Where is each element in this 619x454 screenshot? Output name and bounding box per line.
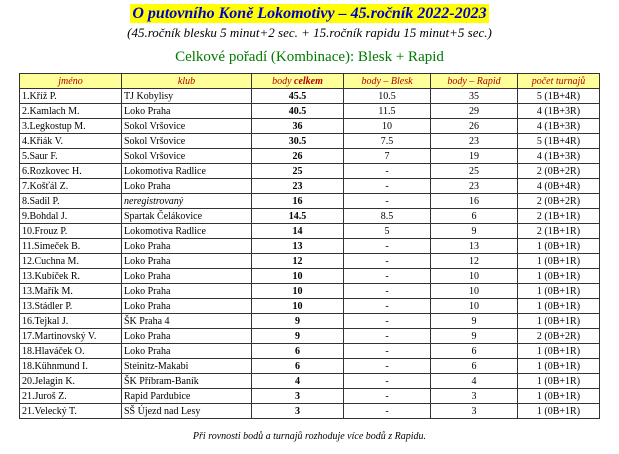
cell-rapid: 6 <box>431 359 518 374</box>
cell-count: 4 (0B+4R) <box>518 179 600 194</box>
cell-name: 18.Hlaváček O. <box>20 344 122 359</box>
cell-blesk: - <box>344 164 431 179</box>
cell-club: Sokol Vršovice <box>122 149 252 164</box>
cell-blesk: - <box>344 269 431 284</box>
cell-rapid: 10 <box>431 269 518 284</box>
table-row <box>20 359 600 374</box>
cell-count: 5 (1B+4R) <box>518 89 600 104</box>
cell-count: 2 (0B+2R) <box>518 329 600 344</box>
cell-blesk: - <box>344 404 431 419</box>
cell-blesk: - <box>344 284 431 299</box>
cell-name: 16.Tejkal J. <box>20 314 122 329</box>
cell-blesk: - <box>344 179 431 194</box>
cell-total: 10 <box>252 269 344 284</box>
cell-blesk: 10.5 <box>344 89 431 104</box>
cell-rapid: 4 <box>431 374 518 389</box>
col-header-count: počet turnajů <box>518 74 600 89</box>
cell-total: 6 <box>252 344 344 359</box>
table-row <box>20 299 600 314</box>
cell-name: 12.Cuchna M. <box>20 254 122 269</box>
table-row <box>20 164 600 179</box>
cell-total: 3 <box>252 389 344 404</box>
cell-total: 9 <box>252 329 344 344</box>
cell-rapid: 6 <box>431 209 518 224</box>
table-row <box>20 329 600 344</box>
cell-count: 1 (0B+1R) <box>518 344 600 359</box>
cell-count: 5 (1B+4R) <box>518 134 600 149</box>
cell-rapid: 25 <box>431 164 518 179</box>
footnote: Při rovnosti bodů a turnajů rozhoduje více bodů z Rapidu. <box>192 431 427 442</box>
cell-rapid: 23 <box>431 134 518 149</box>
cell-blesk: - <box>344 254 431 269</box>
cell-count: 2 (0B+2R) <box>518 194 600 209</box>
cell-count: 1 (0B+1R) <box>518 404 600 419</box>
cell-rapid: 9 <box>431 329 518 344</box>
cell-name: 9.Bohdal J. <box>20 209 122 224</box>
cell-count: 1 (0B+1R) <box>518 269 600 284</box>
cell-club: Spartak Čelákovice <box>122 209 252 224</box>
cell-blesk: - <box>344 359 431 374</box>
cell-club: Loko Praha <box>122 344 252 359</box>
cell-club: Loko Praha <box>122 269 252 284</box>
cell-rapid: 35 <box>431 89 518 104</box>
cell-blesk: - <box>344 299 431 314</box>
cell-name: 13.Kubíček R. <box>20 269 122 284</box>
table-header-row <box>20 74 600 89</box>
section-title: Celkové pořadí (Kombinace): Blesk + Rapid <box>175 49 444 65</box>
cell-name: 17.Martinovský V. <box>20 329 122 344</box>
cell-rapid: 9 <box>431 224 518 239</box>
cell-count: 1 (0B+1R) <box>518 389 600 404</box>
cell-count: 1 (0B+1R) <box>518 254 600 269</box>
cell-name: 13.Stádler P. <box>20 299 122 314</box>
cell-rapid: 19 <box>431 149 518 164</box>
cell-count: 1 (0B+1R) <box>518 374 600 389</box>
cell-total: 10 <box>252 284 344 299</box>
cell-count: 2 (0B+2R) <box>518 164 600 179</box>
cell-name: 11.Simeček B. <box>20 239 122 254</box>
table-row <box>20 194 600 209</box>
cell-rapid: 13 <box>431 239 518 254</box>
cell-rapid: 6 <box>431 344 518 359</box>
cell-club: TJ Kobylisy <box>122 89 252 104</box>
cell-total: 45.5 <box>252 89 344 104</box>
cell-rapid: 10 <box>431 284 518 299</box>
cell-total: 36 <box>252 119 344 134</box>
table-row <box>20 149 600 164</box>
table-row <box>20 269 600 284</box>
cell-rapid: 12 <box>431 254 518 269</box>
table-row <box>20 284 600 299</box>
cell-total: 3 <box>252 404 344 419</box>
col-header-rapid: body – Rapid <box>431 74 518 89</box>
cell-blesk: - <box>344 389 431 404</box>
cell-total: 25 <box>252 164 344 179</box>
cell-blesk: 11.5 <box>344 104 431 119</box>
cell-count: 1 (0B+1R) <box>518 299 600 314</box>
cell-count: 1 (0B+1R) <box>518 314 600 329</box>
col-header-total-prefix: body <box>272 75 295 87</box>
cell-name: 18.Kühnmund I. <box>20 359 122 374</box>
cell-rapid: 29 <box>431 104 518 119</box>
page-title: O putovního Koně Lokomotivy – 45.ročník 2022-2023 <box>132 5 487 22</box>
table-row <box>20 209 600 224</box>
table-row <box>20 89 600 104</box>
cell-total: 12 <box>252 254 344 269</box>
cell-name: 8.Sadil P. <box>20 194 122 209</box>
table-row <box>20 134 600 149</box>
table-body <box>20 89 600 419</box>
cell-blesk: 7.5 <box>344 134 431 149</box>
cell-blesk: - <box>344 239 431 254</box>
cell-name: 1.Kříž P. <box>20 89 122 104</box>
cell-count: 4 (1B+3R) <box>518 149 600 164</box>
cell-total: 13 <box>252 239 344 254</box>
table-row <box>20 389 600 404</box>
cell-name: 13.Mařík M. <box>20 284 122 299</box>
cell-club: SŠ Újezd nad Lesy <box>122 404 252 419</box>
table-row <box>20 119 600 134</box>
cell-club: Loko Praha <box>122 104 252 119</box>
cell-rapid: 3 <box>431 389 518 404</box>
cell-club: Loko Praha <box>122 284 252 299</box>
cell-name: 3.Legkostup M. <box>20 119 122 134</box>
table-row <box>20 239 600 254</box>
cell-rapid: 9 <box>431 314 518 329</box>
col-header-club: klub <box>122 74 252 89</box>
cell-club: Loko Praha <box>122 239 252 254</box>
cell-total: 6 <box>252 359 344 374</box>
results-table <box>19 73 600 419</box>
cell-club: ŠK Příbram-Baník <box>122 374 252 389</box>
cell-name: 6.Rozkovec H. <box>20 164 122 179</box>
cell-blesk: 5 <box>344 224 431 239</box>
cell-club: ŠK Praha 4 <box>122 314 252 329</box>
cell-blesk: 10 <box>344 119 431 134</box>
cell-total: 14.5 <box>252 209 344 224</box>
cell-rapid: 26 <box>431 119 518 134</box>
cell-blesk: - <box>344 344 431 359</box>
cell-count: 2 (1B+1R) <box>518 209 600 224</box>
cell-count: 4 (1B+3R) <box>518 119 600 134</box>
cell-name: 21.Juroš Z. <box>20 389 122 404</box>
cell-count: 1 (0B+1R) <box>518 284 600 299</box>
cell-name: 10.Frouz P. <box>20 224 122 239</box>
cell-club: Loko Praha <box>122 179 252 194</box>
cell-total: 10 <box>252 299 344 314</box>
cell-club: neregistrovaný <box>122 194 252 209</box>
cell-name: 7.Košťál Z. <box>20 179 122 194</box>
cell-name: 21.Velecký T. <box>20 404 122 419</box>
cell-total: 40.5 <box>252 104 344 119</box>
cell-blesk: 7 <box>344 149 431 164</box>
cell-club: Loko Praha <box>122 254 252 269</box>
cell-blesk: 8.5 <box>344 209 431 224</box>
table-row <box>20 344 600 359</box>
cell-blesk: - <box>344 329 431 344</box>
col-header-total <box>252 74 344 89</box>
cell-blesk: - <box>344 314 431 329</box>
cell-rapid: 23 <box>431 179 518 194</box>
cell-total: 14 <box>252 224 344 239</box>
cell-total: 4 <box>252 374 344 389</box>
cell-total: 9 <box>252 314 344 329</box>
cell-club: Lokomotiva Radlice <box>122 224 252 239</box>
col-header-blesk: body – Blesk <box>344 74 431 89</box>
cell-rapid: 3 <box>431 404 518 419</box>
cell-count: 1 (0B+1R) <box>518 239 600 254</box>
cell-name: 5.Saur F. <box>20 149 122 164</box>
table-row <box>20 224 600 239</box>
table-row <box>20 374 600 389</box>
table-row <box>20 254 600 269</box>
cell-club: Sokol Vršovice <box>122 119 252 134</box>
cell-total: 30.5 <box>252 134 344 149</box>
cell-name: 20.Jelagin K. <box>20 374 122 389</box>
cell-total: 26 <box>252 149 344 164</box>
cell-blesk: - <box>344 194 431 209</box>
cell-count: 4 (1B+3R) <box>518 104 600 119</box>
cell-club: Rapid Pardubice <box>122 389 252 404</box>
cell-count: 2 (1B+1R) <box>518 224 600 239</box>
cell-club: Lokomotiva Radlice <box>122 164 252 179</box>
page-subtitle: (45.ročník blesku 5 minut+2 sec. + 15.ročník rapidu 15 minut+5 sec.) <box>127 25 492 40</box>
title-wrapper <box>0 4 619 23</box>
cell-name: 2.Kamlach M. <box>20 104 122 119</box>
table-row <box>20 179 600 194</box>
cell-rapid: 10 <box>431 299 518 314</box>
col-header-total-bold: celkem <box>294 75 323 87</box>
cell-club: Steinitz-Makabi <box>122 359 252 374</box>
cell-name: 4.Křiák V. <box>20 134 122 149</box>
cell-total: 23 <box>252 179 344 194</box>
table-row <box>20 314 600 329</box>
cell-rapid: 16 <box>431 194 518 209</box>
table-row <box>20 104 600 119</box>
cell-club: Loko Praha <box>122 299 252 314</box>
table-row <box>20 404 600 419</box>
cell-blesk: - <box>344 374 431 389</box>
cell-club: Loko Praha <box>122 329 252 344</box>
cell-total: 16 <box>252 194 344 209</box>
cell-count: 1 (0B+1R) <box>518 359 600 374</box>
cell-club: Sokol Vršovice <box>122 134 252 149</box>
col-header-name: jméno <box>20 74 122 89</box>
